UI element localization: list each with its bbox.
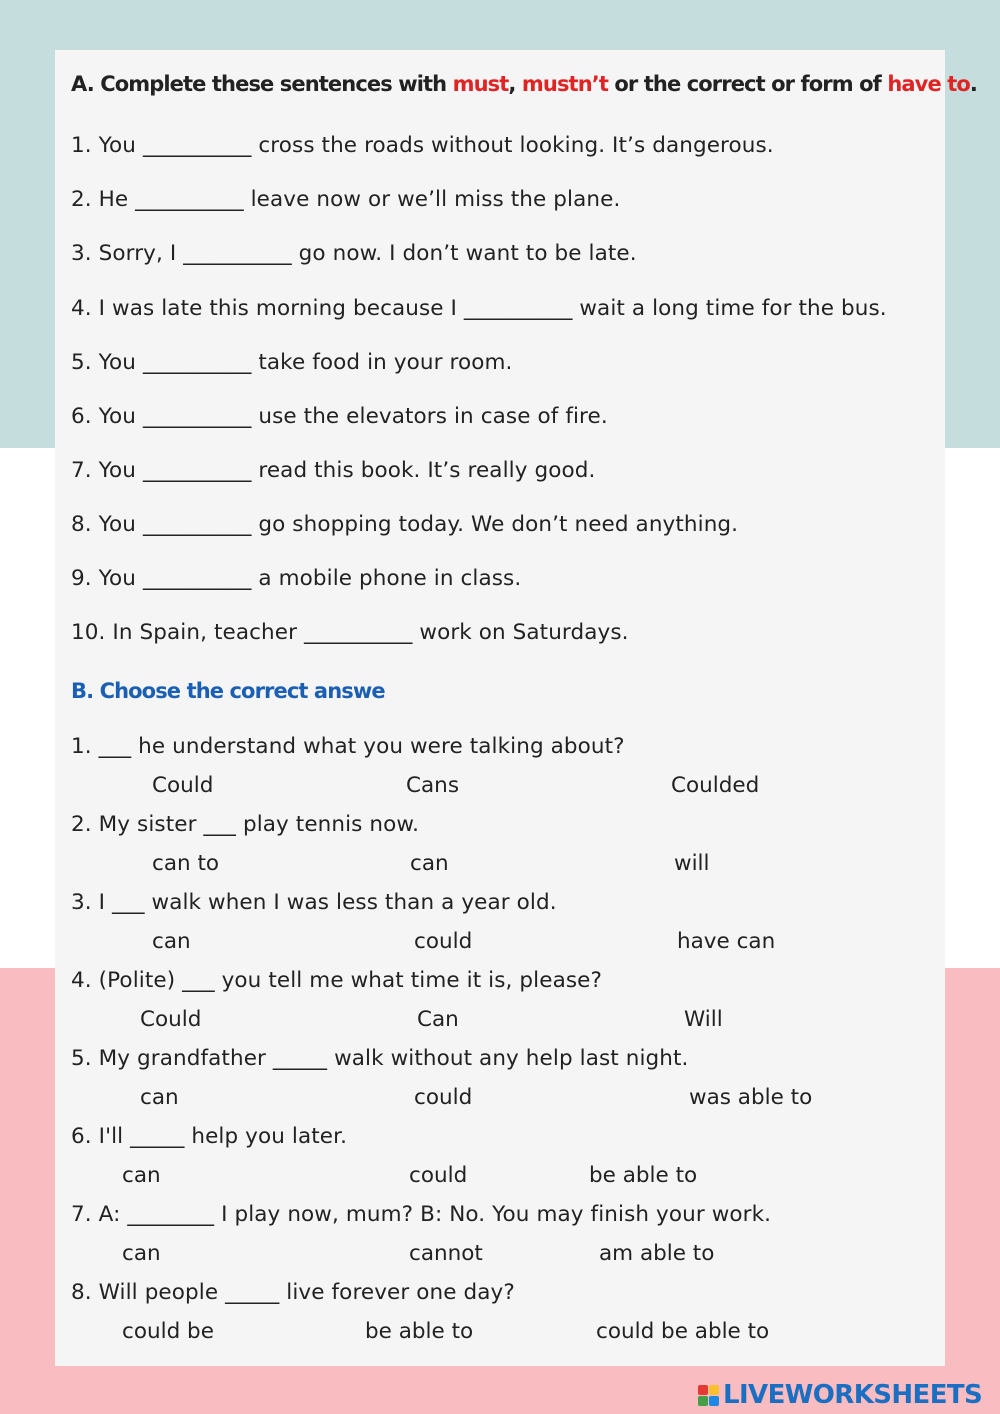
- section-a-middle: or the correct or form of: [607, 72, 888, 96]
- option-b5-2[interactable]: could: [414, 1085, 473, 1110]
- question-b7: 7. A: ________ I play now, mum? B: No. You may finish your work.: [71, 1202, 772, 1227]
- option-b3-2[interactable]: could: [414, 929, 473, 954]
- question-b2: 2. My sister ___ play tennis now.: [71, 812, 420, 837]
- question-b6: 6. I'll _____ help you later.: [71, 1124, 348, 1149]
- sentence-a7: 7. You __________ read this book. It’s really good.: [71, 458, 596, 483]
- sentence-a3: 3. Sorry, I __________ go now. I don’t want to be late.: [71, 241, 637, 266]
- liveworksheets-logo[interactable]: [698, 1378, 982, 1412]
- option-b7-2[interactable]: cannot: [409, 1241, 483, 1266]
- question-b3: 3. I ___ walk when I was less than a year old.: [71, 890, 557, 915]
- keyword-must: must: [452, 72, 509, 96]
- option-b4-1[interactable]: Could: [140, 1007, 202, 1032]
- sentence-a2: 2. He __________ leave now or we’ll miss the plane.: [71, 187, 621, 212]
- option-b2-3[interactable]: will: [674, 851, 710, 876]
- section-b-heading: B. Choose the correct answe: [71, 679, 385, 703]
- option-b4-3[interactable]: Will: [684, 1007, 723, 1032]
- option-b8-1[interactable]: could be: [122, 1319, 214, 1344]
- logo-square: [709, 1396, 719, 1406]
- option-b1-2[interactable]: Cans: [406, 773, 460, 798]
- question-b5: 5. My grandfather _____ walk without any help last night.: [71, 1046, 689, 1071]
- option-b2-1[interactable]: can to: [152, 851, 220, 876]
- section-a-prefix: A. Complete these sentences with: [71, 72, 453, 96]
- option-b3-1[interactable]: can: [152, 929, 191, 954]
- option-b3-3[interactable]: have can: [677, 929, 776, 954]
- logo-square: [698, 1396, 708, 1406]
- question-b4: 4. (Polite) ___ you tell me what time it is, please?: [71, 968, 602, 993]
- option-b6-2[interactable]: could: [409, 1163, 468, 1188]
- option-b6-1[interactable]: can: [122, 1163, 161, 1188]
- option-b8-3[interactable]: could be able to: [596, 1319, 770, 1344]
- option-b4-2[interactable]: Can: [417, 1007, 459, 1032]
- sentence-a4: 4. I was late this morning because I __________ wait a long time for the bus.: [71, 296, 887, 321]
- question-b8: 8. Will people _____ live forever one day?: [71, 1280, 515, 1305]
- option-b2-2[interactable]: can: [410, 851, 449, 876]
- sentence-a9: 9. You __________ a mobile phone in class.: [71, 566, 522, 591]
- option-b5-3[interactable]: was able to: [689, 1085, 813, 1110]
- option-b7-3[interactable]: am able to: [599, 1241, 715, 1266]
- section-a-separator: ,: [508, 72, 522, 96]
- keyword-mustnt: mustn’t: [521, 72, 608, 96]
- logo-text: LIVEWORKSHEETS: [723, 1380, 983, 1410]
- keyword-have-to: have to: [887, 72, 970, 96]
- sentence-a10: 10. In Spain, teacher __________ work on Saturdays.: [71, 620, 629, 645]
- section-a-end: .: [969, 72, 977, 96]
- section-a-heading: [71, 72, 977, 96]
- sentence-a1: 1. You __________ cross the roads without looking. It’s dangerous.: [71, 133, 774, 158]
- logo-squares-icon: [698, 1385, 719, 1406]
- option-b5-1[interactable]: can: [140, 1085, 179, 1110]
- option-b1-3[interactable]: Coulded: [671, 773, 760, 798]
- logo-square: [709, 1385, 719, 1395]
- option-b1-1[interactable]: Could: [152, 773, 214, 798]
- option-b6-3[interactable]: be able to: [589, 1163, 698, 1188]
- logo-square: [698, 1385, 708, 1395]
- question-b1: 1. ___ he understand what you were talking about?: [71, 734, 625, 759]
- sentence-a8: 8. You __________ go shopping today. We don’t need anything.: [71, 512, 739, 537]
- sentence-a5: 5. You __________ take food in your room.: [71, 350, 513, 375]
- option-b8-2[interactable]: be able to: [365, 1319, 474, 1344]
- sentence-a6: 6. You __________ use the elevators in case of fire.: [71, 404, 608, 429]
- option-b7-1[interactable]: can: [122, 1241, 161, 1266]
